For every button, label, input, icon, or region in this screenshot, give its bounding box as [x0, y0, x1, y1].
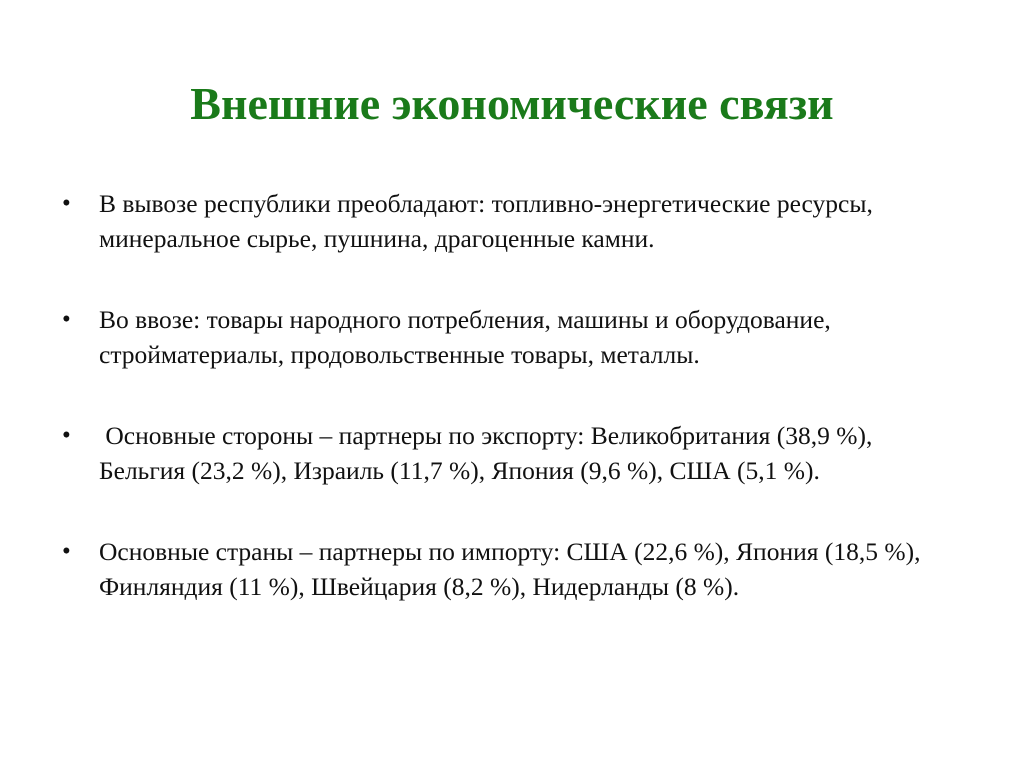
slide-title: Внешние экономические связи — [190, 78, 834, 129]
bullet-text: Во ввозе: товары народного потребления, машины и оборудование, стройматериалы, продовольственные товары, металлы. — [99, 305, 831, 369]
bullet-text: Основные стороны – партнеры по экспорту: Великобритания (38,9 %), Бельгия (23,2 %), Израиль (11,7 %), Япония (9,6 %), США (5,1 %). — [99, 421, 873, 485]
bullet-item-export — [62, 186, 962, 256]
bullet-item-import-partners — [62, 534, 962, 604]
bullet-text: Основные страны – партнеры по импорту: США (22,6 %), Япония (18,5 %), Финляндия (11 %), Швейцария (8,2 %), Нидерланды (8 %). — [99, 537, 921, 601]
bullet-text: В вывозе республики преобладают: топливно-энергетические ресурсы, минеральное сырье, пушнина, драгоценные камни. — [99, 189, 873, 253]
bullet-dot-icon: • — [62, 190, 71, 217]
bullet-dot-icon: • — [62, 538, 71, 565]
bullet-item-export-partners — [62, 418, 962, 488]
bullet-dot-icon: • — [62, 306, 71, 333]
bullet-dot-icon: • — [62, 422, 71, 449]
bullet-list — [62, 186, 962, 604]
bullet-item-import — [62, 302, 962, 372]
